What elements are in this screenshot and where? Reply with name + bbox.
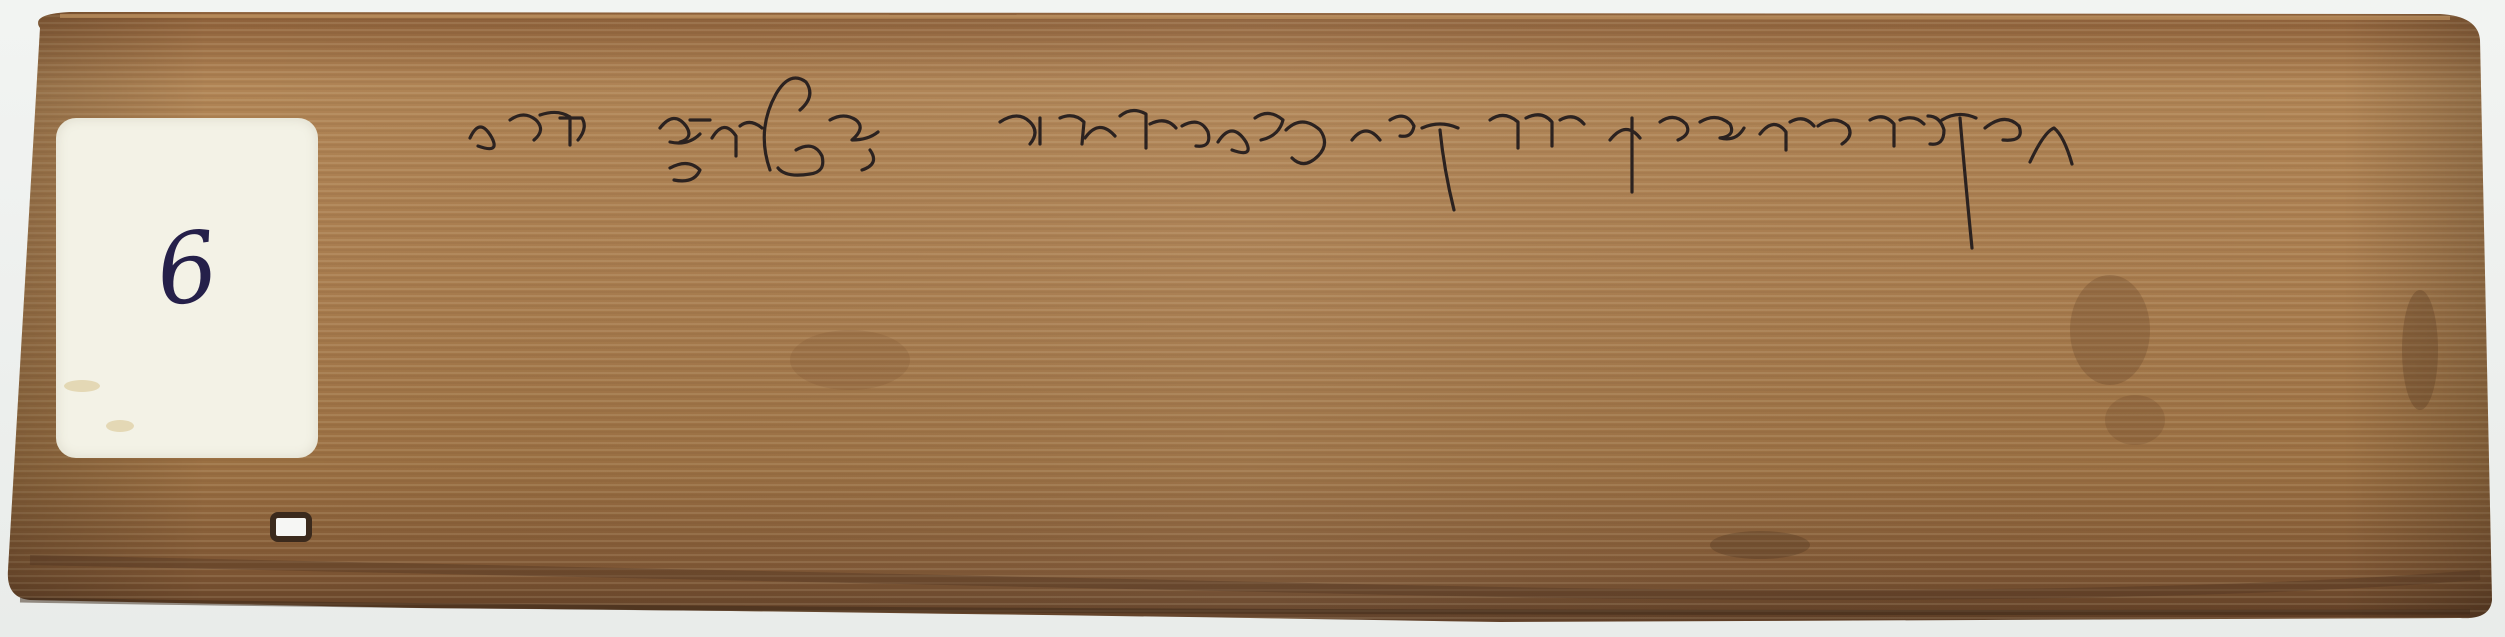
card-stain <box>64 380 100 392</box>
card-stain <box>106 420 134 432</box>
string-hole <box>270 512 312 542</box>
folio-number: 6 <box>148 209 226 329</box>
catalogue-label-card <box>56 118 318 458</box>
